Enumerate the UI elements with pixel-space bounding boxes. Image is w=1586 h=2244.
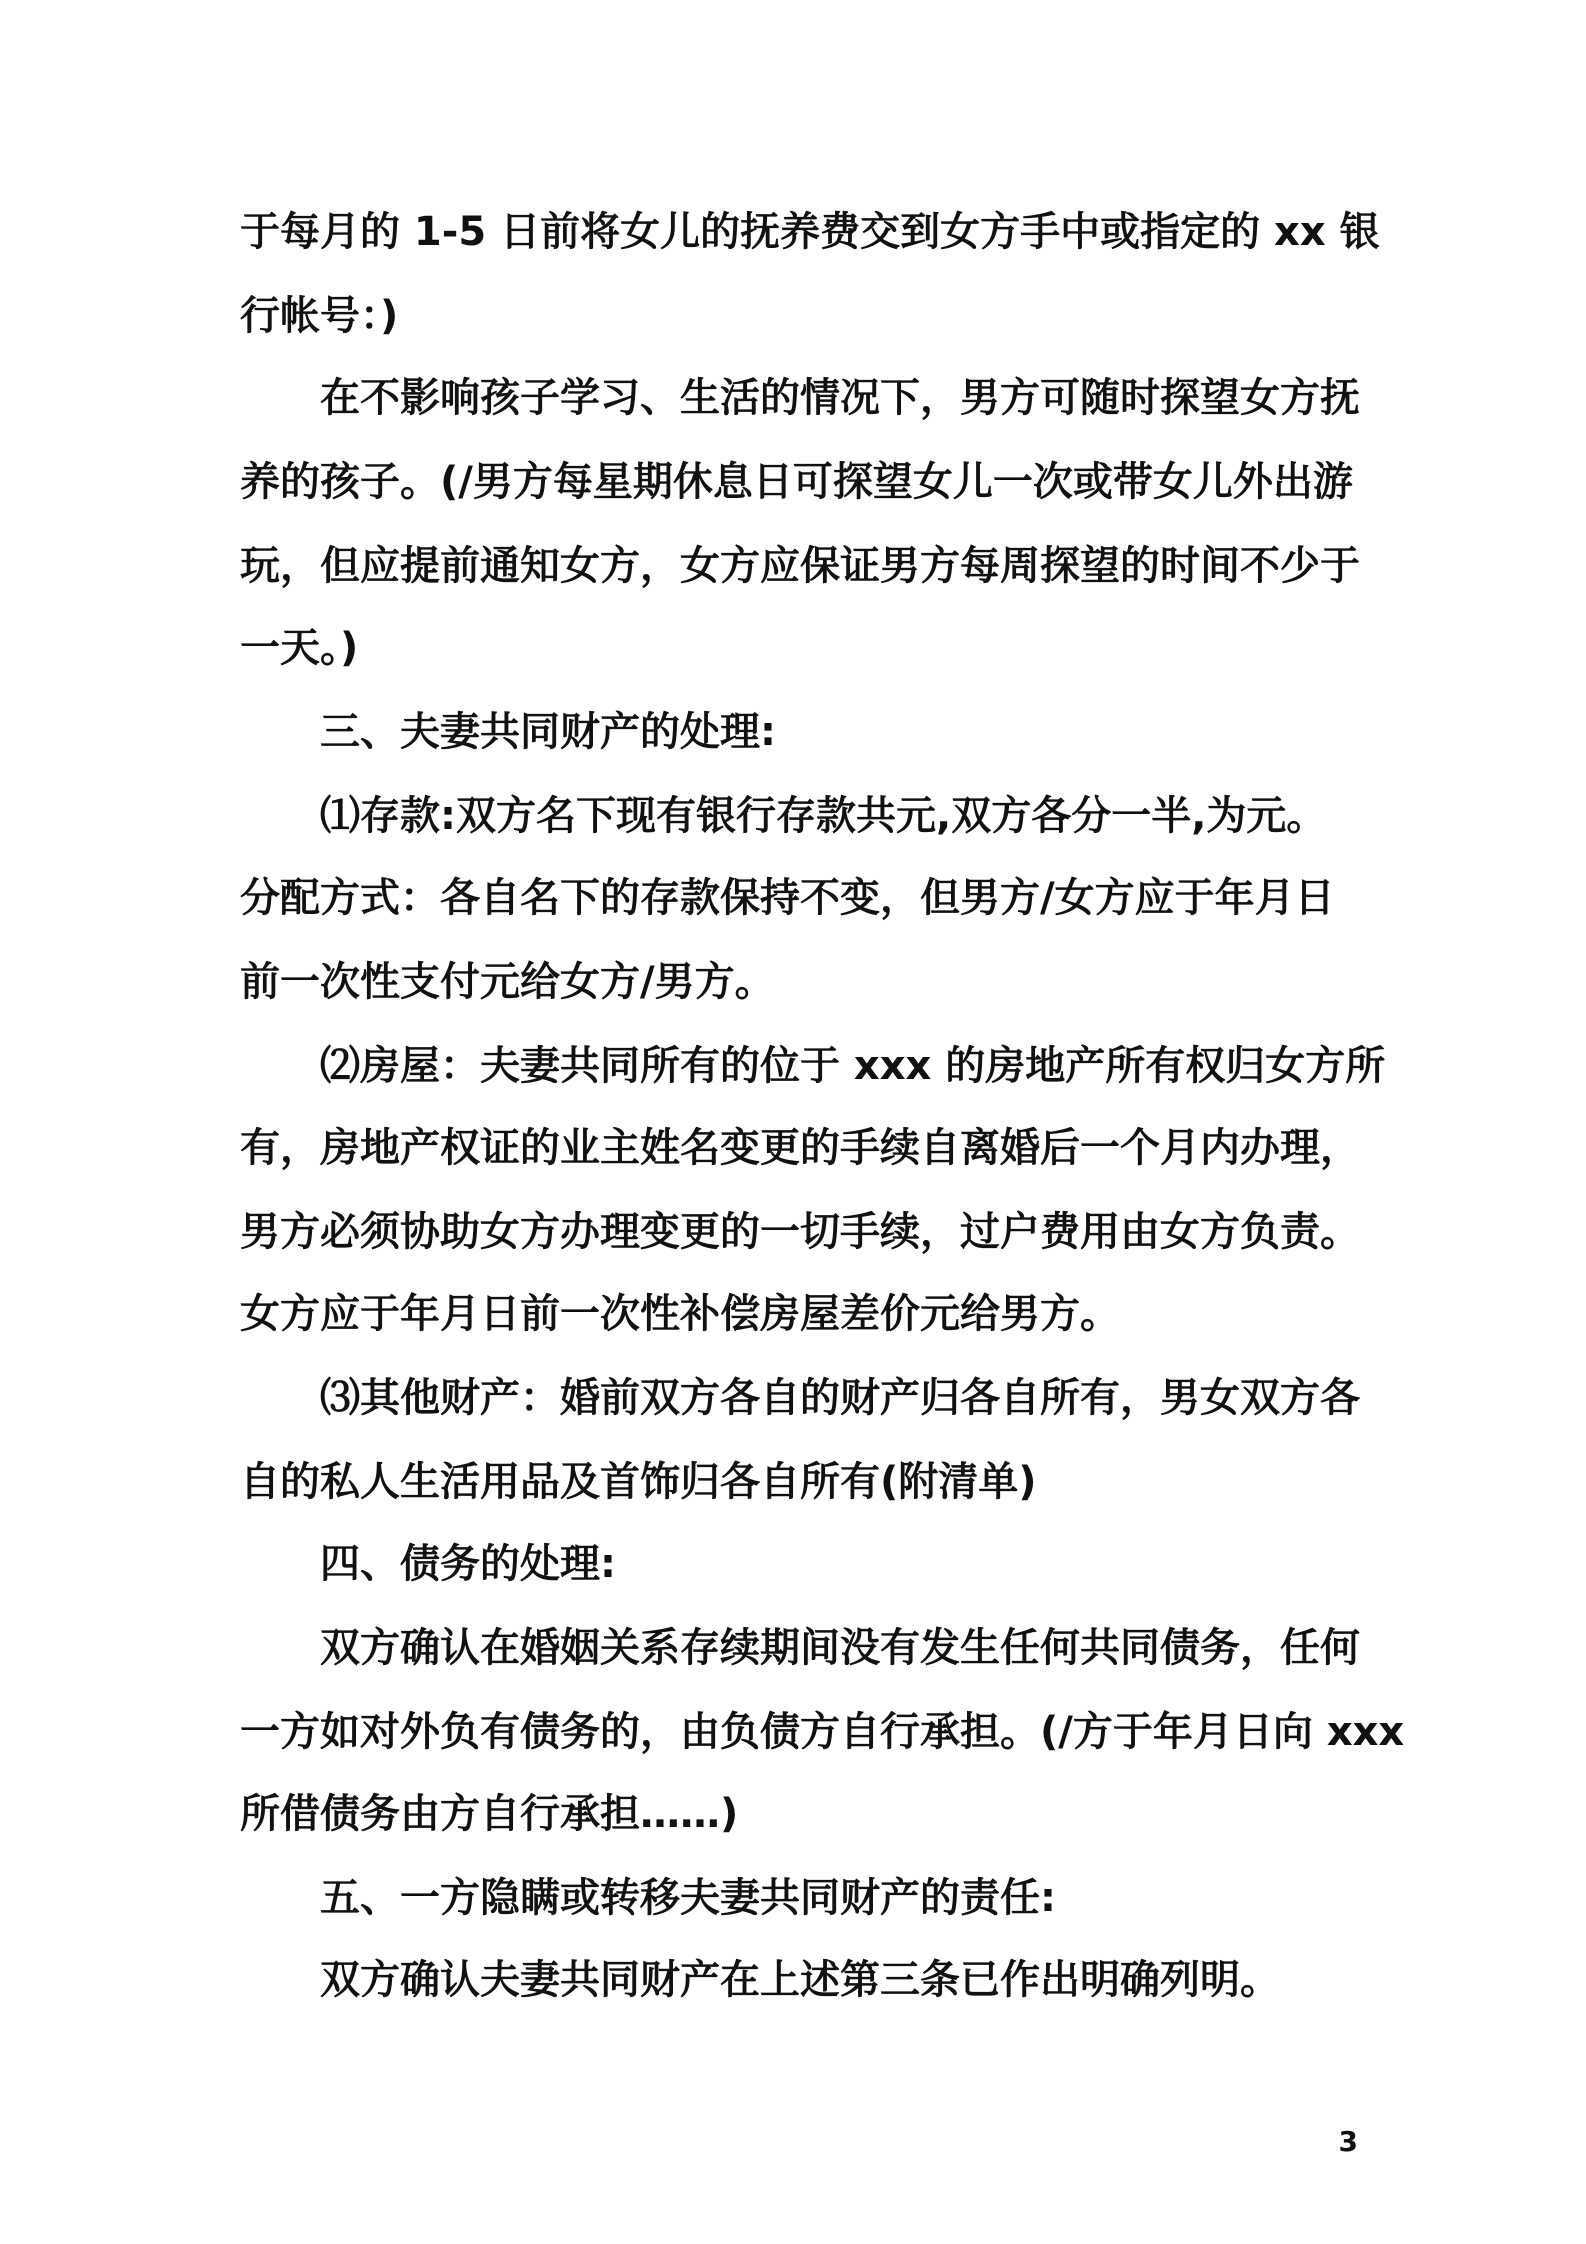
- text-line: 一天。): [240, 625, 359, 671]
- text-line: 一方如对外负有债务的，由负债方自行承担。(/方于年月日向 xxx: [240, 1709, 1405, 1755]
- text-line: 有，房地产权证的业主姓名变更的手续自离婚后一个月内办理，: [240, 1125, 1360, 1171]
- section-heading: 四、债务的处理:: [320, 1541, 616, 1587]
- text-line: ⑶其他财产：婚前双方各自的财产归各自所有，男女双方各: [320, 1375, 1360, 1421]
- text-line: 男方必须协助女方办理变更的一切手续，过户费用由女方负责。: [240, 1209, 1360, 1255]
- text-line: 双方确认夫妻共同财产在上述第三条已作出明确列明。: [320, 1957, 1280, 2003]
- section-heading: 三、夫妻共同财产的处理:: [320, 709, 776, 755]
- text-line: 女方应于年月日前一次性补偿房屋差价元给男方。: [240, 1291, 1120, 1337]
- text-line: ⑴存款:双方名下现有银行存款共元,双方各分一半,为元。: [320, 793, 1327, 839]
- text-line: 自的私人生活用品及首饰归各自所有(附清单): [240, 1459, 1037, 1505]
- text-line: 前一次性支付元给女方/男方。: [240, 959, 775, 1005]
- text-line: 双方确认在婚姻关系存续期间没有发生任何共同债务，任何: [320, 1625, 1360, 1671]
- page-number: 3: [1338, 2125, 1358, 2158]
- text-line: 所借债务由方自行承担……): [240, 1791, 739, 1837]
- text-line: 分配方式：各自名下的存款保持不变，但男方/女方应于年月日: [240, 875, 1335, 921]
- text-line: ⑵房屋：夫妻共同所有的位于 xxx 的房地产所有权归女方所: [320, 1043, 1386, 1089]
- text-line: 于每月的 1-5 日前将女儿的抚养费交到女方手中或指定的 xx 银: [240, 209, 1380, 255]
- text-line: 养的孩子。(/男方每星期休息日可探望女儿一次或带女儿外出游: [240, 459, 1353, 505]
- section-heading: 五、一方隐瞒或转移夫妻共同财产的责任:: [320, 1875, 1056, 1921]
- text-line: 行帐号：): [240, 293, 399, 339]
- text-line: 玩，但应提前通知女方，女方应保证男方每周探望的时间不少于: [240, 543, 1360, 589]
- text-line: 在不影响孩子学习、生活的情况下，男方可随时探望女方抚: [320, 375, 1360, 421]
